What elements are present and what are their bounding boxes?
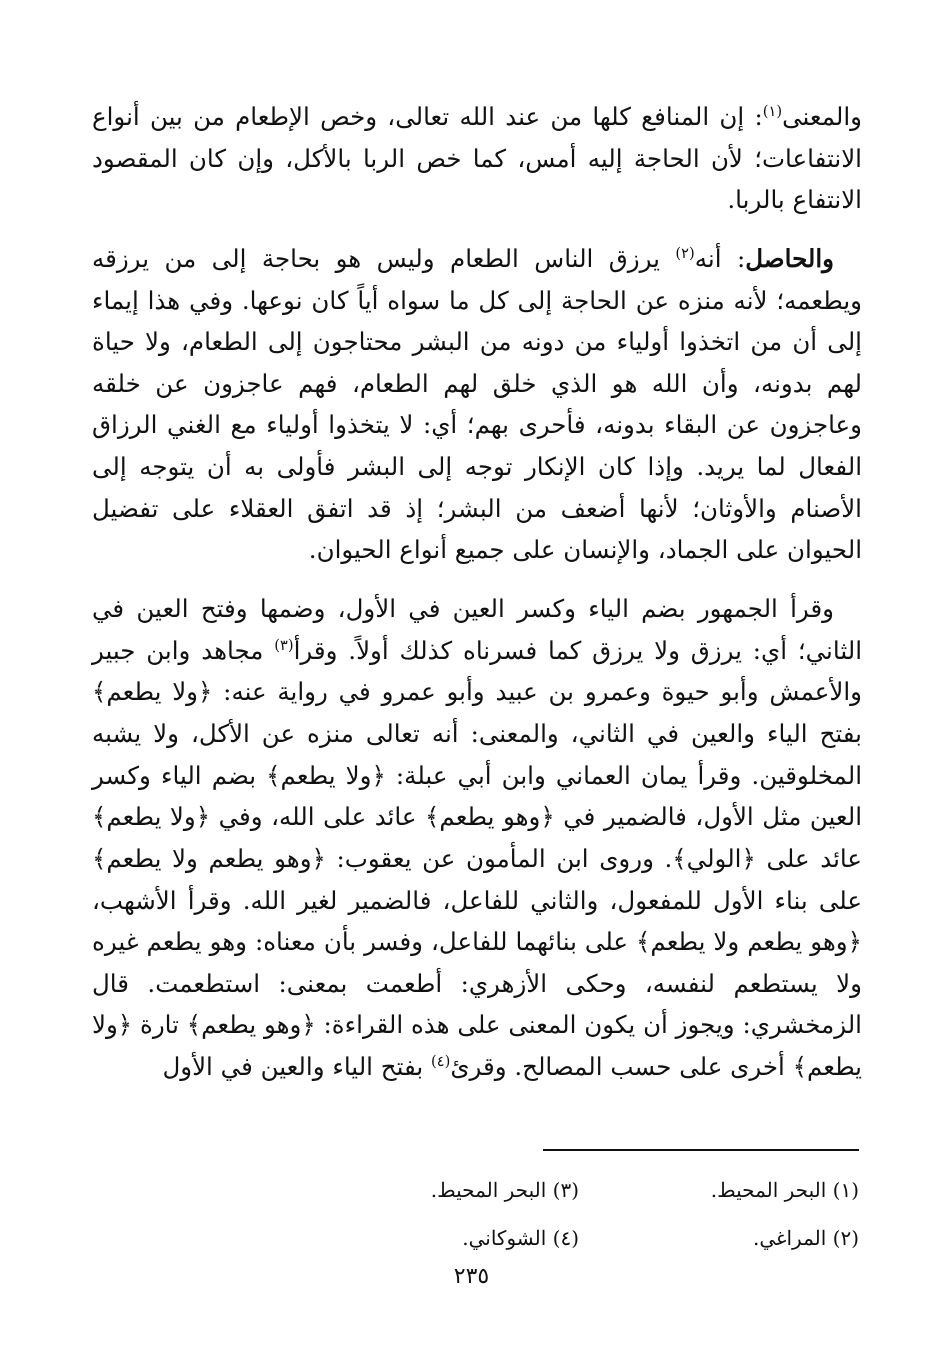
footnote-row-1 — [259, 1166, 859, 1214]
footnote-separator — [543, 1149, 859, 1151]
paragraph-3-text-a: وقرأ الجمهور بضم الياء وكسر العين في الأول، وضمها وفتح العين في الثاني؛ أي: يرزق ولا يرزق كما فسرناه كذلك أولاً. وقرأ — [92, 594, 863, 665]
paragraph-3-text-c: بفتح الياء والعين في الأول — [162, 1052, 431, 1082]
main-text — [92, 96, 862, 1105]
paragraph-3 — [92, 588, 862, 1088]
footnote-ref-1: (١) — [762, 102, 783, 120]
paragraph-3-text-b: مجاهد وابن جبير والأعمش وأبو حيوة وعمرو بن عبيد وأبو عمرو في رواية عنه: ﴿ولا يطعم﴾ بفتح الياء والعين في الثاني، والمعنى: أنه تعالى منزه عن الأكل، ولا يشبه المخلوقين. وقرأ يمان العماني وابن أبي عبلة: ﴿ولا يطعم﴾ بضم الياء وكسر العين مثل الأول، فالضمير في ﴿وهو يطعم﴾ عائد على الله، وفي ﴿ولا يطعم﴾ عائد على ﴿الولي﴾. وروى ابن المأمون عن يعقوب: ﴿وهو يطعم ولا يطعم﴾ على بناء الأول للمفعول، والثاني للفاعل، فالضمير لغير الله. وقرأ الأشهب، ﴿وهو يطعم ولا يطعم﴾ على بنائهما للفاعل، وفسر بأن معناه: وهو يطعم غيره ولا يستطعم لنفسه، وحكى الأزهري: أطعمت بمعنى: استطعمت. قال الزمخشري: ويجوز أن يكون المعنى على هذه القراءة: ﴿وهو يطعم﴾ تارة ﴿ولا يطعم﴾ أخرى على حسب المصالح. وقرئ — [92, 635, 862, 1082]
paragraph-2-heading: والحاصل — [745, 243, 834, 273]
footnote-3: (٣) البحر المحيط. — [430, 1178, 579, 1202]
footnote-4: (٤) الشوكاني. — [462, 1226, 579, 1250]
paragraph-1-text-a: والمعنى — [782, 102, 862, 131]
paragraph-2-text-b: يرزق الناس الطعام وليس هو بحاجة إلى من يرزقه ويطعمه؛ لأنه منزه عن الحاجة إلى كل ما سواه أياً كان نوعها. وفي هذا إيماء إلى أن من اتخذوا أولياء من دونه من البشر محتاجون إلى الطعام، ولا حياة لهم بدونه، وأن الله هو الذي خلق لهم الطعام، فهم عاجزون عن خلقه وعاجزون عن البقاء بدونه، فأحرى بهم؛ أي: لا يتخذوا أولياء مع الغني الرزاق الفعال لما يريد. وإذا كان الإنكار توجه إلى البشر فأولى به أن يتوجه إلى الأصنام والأوثان؛ لأنها أضعف من البشر؛ إذ قد اتفق العقلاء على تفضيل الحيوان على الجماد، والإنسان على جميع أنواع الحيوان. — [92, 243, 862, 565]
footnote-ref-4: (٤) — [430, 1052, 451, 1070]
paragraph-1 — [92, 96, 862, 221]
paragraph-1-text-b: : إن المنافع كلها من عند الله تعالى، وخص الإطعام من بين أنواع الانتفاعات؛ لأن الحاجة إليه أمس، كما خص الربا بالأكل، وإن كان المقصود الانتفاع بالربا. — [92, 102, 862, 215]
page-number: ٢٣٥ — [453, 1264, 490, 1289]
paragraph-2-text-a: : أنه — [694, 243, 746, 273]
footnote-row-2 — [259, 1214, 859, 1262]
footnote-1: (١) البحر المحيط. — [710, 1178, 859, 1202]
footnote-2: (٢) المراغي. — [752, 1226, 859, 1250]
footnote-ref-2: (٢) — [675, 244, 695, 262]
paragraph-2 — [92, 238, 862, 571]
footnote-ref-3: (٣) — [274, 636, 294, 654]
footnotes — [259, 1166, 859, 1262]
